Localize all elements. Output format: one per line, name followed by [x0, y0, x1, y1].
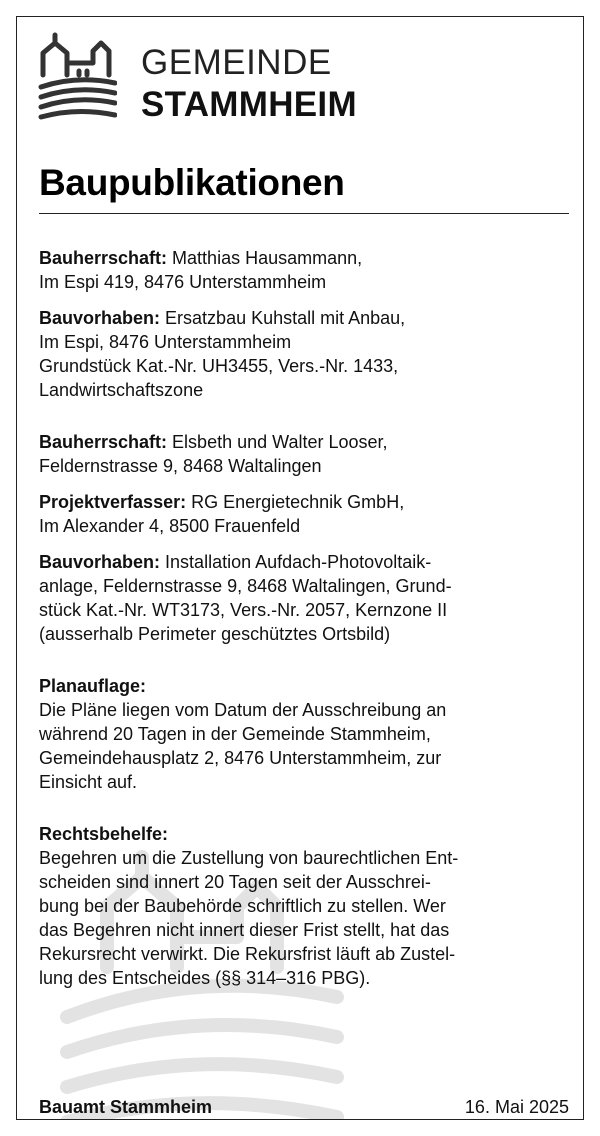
planauflage-section	[39, 674, 569, 794]
publication-frame	[16, 16, 584, 1120]
entry2-bauvorhaben-line3: stück Kat.-Nr. WT3173, Vers.-Nr. 2057, Kernzone II	[39, 600, 448, 620]
entry2-projektverfasser-label: Projektverfasser:	[39, 492, 187, 512]
planauflage-line4: Einsicht auf.	[39, 772, 138, 792]
org-line-gemeinde: GEMEINDE	[141, 43, 332, 82]
planauflage-line1: Die Pläne liegen vom Datum der Ausschreibung an	[39, 700, 447, 720]
rechtsbehelfe-line6: lung des Entscheides (§§ 314–316 PBG).	[39, 968, 371, 988]
entry2-bauvorhaben-line4: (ausserhalb Perimeter geschütztes Ortsbild)	[39, 624, 391, 644]
entry2-bauvorhaben-label: Bauvorhaben:	[39, 552, 161, 572]
entry2-projektverfasser-text: RG Energietechnik GmbH,	[191, 492, 405, 512]
entry1-bauherrschaft	[39, 246, 569, 294]
planauflage-heading: Planauflage:	[39, 676, 147, 696]
rechtsbehelfe-section	[39, 822, 569, 990]
publication-content	[39, 246, 569, 1002]
title-divider	[39, 213, 569, 214]
page-title: Baupublikationen	[39, 162, 345, 203]
entry2-bauherrschaft-address: Feldernstrasse 9, 8468 Waltalingen	[39, 456, 322, 476]
entry2-projektverfasser-address: Im Alexander 4, 8500 Frauenfeld	[39, 516, 301, 536]
entry1-bauvorhaben-text: Ersatzbau Kuhstall mit Anbau,	[165, 308, 406, 328]
entry2-bauherrschaft-label: Bauherrschaft:	[39, 432, 168, 452]
entry2-bauvorhaben-text: Installation Aufdach-Photovoltaik-	[165, 552, 432, 572]
planauflage-line2: während 20 Tagen in der Gemeinde Stammheim,	[39, 724, 431, 744]
rechtsbehelfe-line2: scheiden sind innert 20 Tagen seit der Ausschrei-	[39, 872, 431, 892]
entry1-bauherrschaft-address: Im Espi 419, 8476 Unterstammheim	[39, 272, 327, 292]
planauflage-line3: Gemeindehausplatz 2, 8476 Unterstammheim, zur	[39, 748, 442, 768]
municipality-name	[141, 45, 357, 122]
entry2-bauvorhaben	[39, 550, 569, 646]
rechtsbehelfe-heading: Rechtsbehelfe:	[39, 824, 169, 844]
entry1-bauvorhaben-label: Bauvorhaben:	[39, 308, 161, 328]
entry2-projektverfasser	[39, 490, 569, 538]
entry1-bauvorhaben-parcel: Grundstück Kat.-Nr. UH3455, Vers.-Nr. 1433,	[39, 356, 399, 376]
publication-date: 16. Mai 2025	[464, 1097, 569, 1117]
rechtsbehelfe-line4: das Begehren nicht innert dieser Frist stellt, hat das	[39, 920, 450, 940]
entry1-bauherrschaft-text: Matthias Hausammann,	[172, 248, 363, 268]
rechtsbehelfe-line3: bung bei der Baubehörde schriftlich zu stellen. Wer	[39, 896, 446, 916]
entry1-bauvorhaben-location: Im Espi, 8476 Unterstammheim	[39, 332, 292, 352]
castle-hills-logo-icon	[37, 31, 117, 125]
entry1-bauvorhaben-zone: Landwirtschaftszone	[39, 380, 204, 400]
entry1-bauvorhaben	[39, 306, 569, 402]
rechtsbehelfe-line5: Rekursrecht verwirkt. Die Rekursfrist läuft ab Zustel-	[39, 944, 456, 964]
entry1-bauherrschaft-label: Bauherrschaft:	[39, 248, 168, 268]
rechtsbehelfe-line1: Begehren um die Zustellung von baurechtlichen Ent-	[39, 848, 459, 868]
signature: Bauamt Stammheim	[39, 1097, 213, 1117]
entry2-bauvorhaben-line2: anlage, Feldernstrasse 9, 8468 Waltalingen, Grund-	[39, 576, 452, 596]
org-line-stammheim: STAMMHEIM	[141, 85, 357, 124]
entry2-bauherrschaft-text: Elsbeth und Walter Looser,	[172, 432, 388, 452]
entry2-bauherrschaft	[39, 430, 569, 478]
